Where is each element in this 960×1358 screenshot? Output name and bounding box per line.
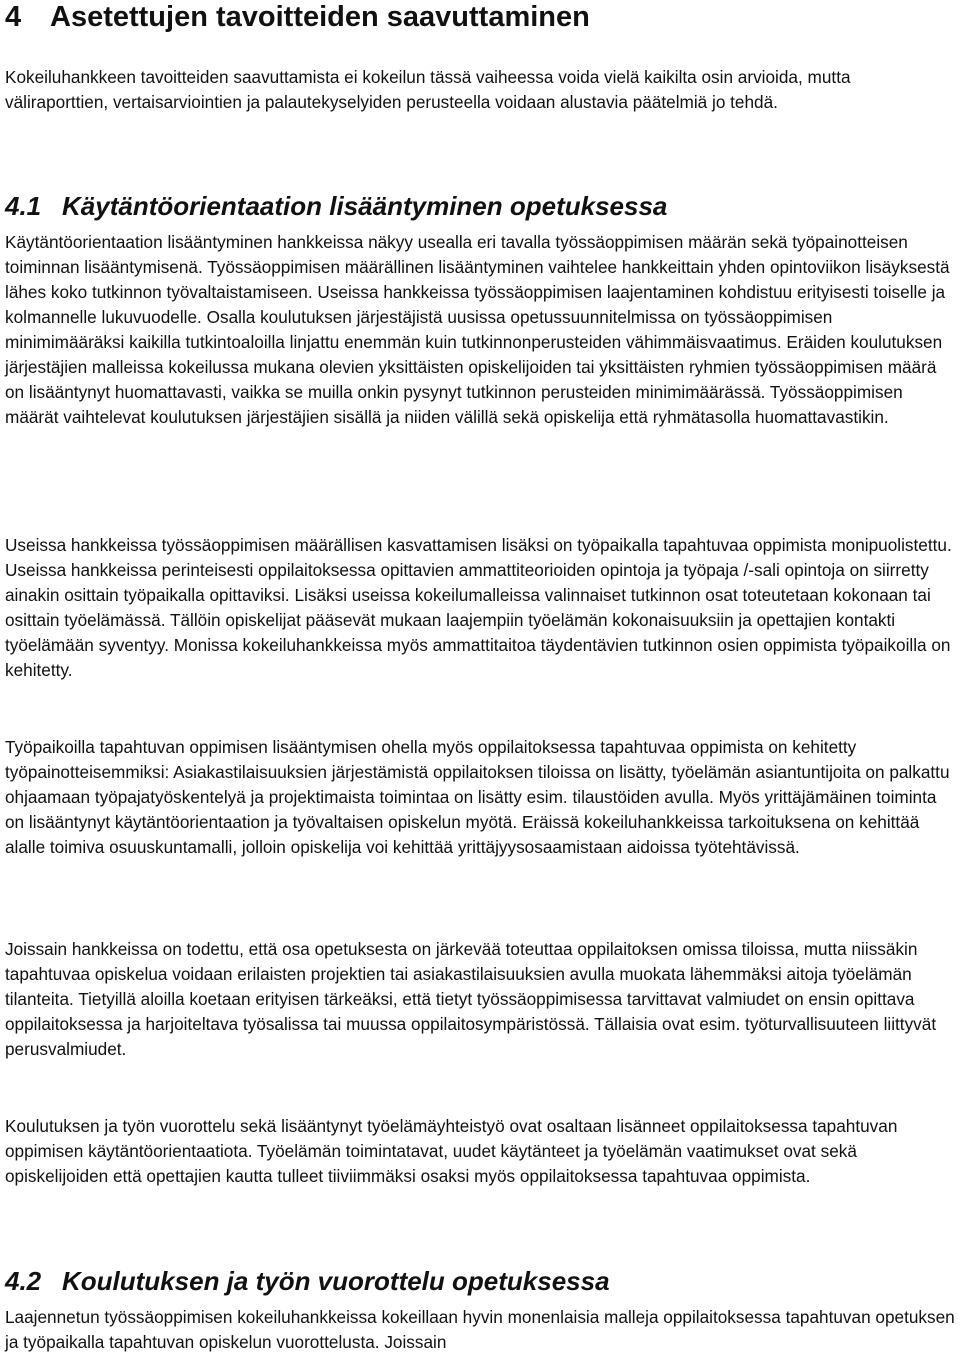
subsection-title: Koulutuksen ja työn vuorottelu opetuksessa: [62, 1266, 610, 1296]
paragraph: Useissa hankkeissa työssäoppimisen määrällisen kasvattamisen lisäksi on työpaikalla tapahtuvaa oppimista monipuolistettu. Useissa hankkeissa perinteisesti oppilaitoksessa opittavien ammattiteorioiden opintoja ja työpaja /-sali opintoja on siirretty ainakin osittain työpaikalla opittaviksi. Lisäksi useissa kokeilumalleissa valinnaiset tutkinnon osat toteutetaan kokonaan tai osittain työelämässä. Tällöin opiskelijat pääsevät mukaan laajempiin työelämän kokonaisuuksiin ja opettajien kontakti työelämään syventyy. Monissa kokeiluhankkeissa myös ammattitaitoa täydentävien tutkinnon osien oppimista työpaikoilla on kehitetty.: [5, 535, 952, 680]
section-heading: [5, 2, 590, 32]
subsection-heading: [5, 1266, 610, 1296]
section-intro-paragraph: Kokeiluhankkeen tavoitteiden saavuttamista ei kokeilun tässä vaiheessa voida vielä kaikilta osin arvioida, mutta väliraporttien, vertaisarviointien ja palautekyselyiden perusteella voidaan alustavia päätelmiä jo tehdä.: [5, 67, 851, 112]
paragraph: Käytäntöorientaation lisääntyminen hankkeissa näkyy usealla eri tavalla työssäoppimisen määrän sekä työpainotteisen toiminnan lisääntymisenä. Työssäoppimisen määrällinen lisääntyminen vaihtelee hankkeittain yhden opintoviikon lisäyksestä lähes koko tutkinnon työvaltaistamiseen. Useissa hankkeissa työssäoppimisen laajentaminen kohdistuu erityisesti toiselle ja kolmannelle lukuvuodelle. Osalla koulutuksen järjestäjistä uusissa opetussuunnitelmissa on työssäoppimisen minimimääräksi kaikilla tutkintoaloilla linjattu enemmän kuin tutkinnonperusteiden vähimmäisvaatimus. Eräiden koulutuksen järjestäjien malleissa kokeilussa mukana olevien yksittäisten opiskelijoiden tai yksittäisten ryhmien työssäoppimisen määrä on lisääntynyt huomattavasti, vaikka se muilla onkin pysynyt tutkinnon perusteiden minimimäärässä. Työssäoppimisen määrät vaihtelevat koulutuksen järjestäjien sisällä ja niiden välillä sekä opiskelija että ryhmätasolla huomattavastikin.: [5, 232, 950, 427]
section-title: Asetettujen tavoitteiden saavuttaminen: [50, 1, 590, 33]
section-number: 4: [5, 1, 22, 33]
paragraph: Laajennetun työssäoppimisen kokeiluhankkeissa kokeillaan hyvin monenlaisia malleja oppilaitoksessa tapahtuvan opetuksen ja työpaikalla tapahtuvan opiskelun vuorottelusta. Joissain: [5, 1307, 955, 1352]
subsection-heading: [5, 191, 667, 221]
paragraph: Koulutuksen ja työn vuorottelu sekä lisääntynyt työelämäyhteistyö ovat osaltaan lisänneet oppilaitoksessa tapahtuvan oppimisen käytäntöorientaatiota. Työelämän toimintatavat, uudet käytänteet ja työelämän vaatimukset ovat sekä opiskelijoiden että opettajien kautta tulleet tiiviimmäksi osaksi myös oppilaitoksessa tapahtuvaa oppimista.: [5, 1116, 898, 1186]
subsection-number: 4.1: [5, 191, 42, 221]
paragraph: Työpaikoilla tapahtuvan oppimisen lisääntymisen ohella myös oppilaitoksessa tapahtuvaa oppimista on kehitetty työpainotteisemmiksi: Asiakastilaisuuksien järjestämistä oppilaitoksen tiloissa on lisätty, työelämän asiantuntijoita on palkattu ohjaamaan työpajatyöskentelyä ja projektimaista toimintaa on lisätty esim. tilaustöiden avulla. Myös yrittäjämäinen toiminta on lisääntynyt käytäntöorientaation ja työvaltaisen opiskelun myötä. Eräissä kokeiluhankkeissa tarkoituksena on kehittää alalle toimiva osuuskuntamalli, jolloin opiskelija voi kehittää yrittäjyysosaamistaan aidoissa työtehtävissä.: [5, 737, 950, 857]
paragraph: Joissain hankkeissa on todettu, että osa opetuksesta on järkevää toteuttaa oppilaitoksen omissa tiloissa, mutta niissäkin tapahtuvaa opiskelua voidaan erilaisten projektien tai asiakastilaisuuksien avulla muokata lähemmäksi aitoja työelämän tilanteita. Tietyillä aloilla koetaan erityisen tärkeäksi, että tietyt työssäoppimisessa tarvittavat valmiudet on ensin opittava oppilaitoksessa ja harjoiteltava työsalissa tai muussa oppilaitosympäristössä. Tällaisia ovat esim. työturvallisuuteen liittyvät perusvalmiudet.: [5, 939, 937, 1059]
subsection-title: Käytäntöorientaation lisääntyminen opetuksessa: [62, 191, 668, 221]
subsection-number: 4.2: [5, 1266, 42, 1296]
